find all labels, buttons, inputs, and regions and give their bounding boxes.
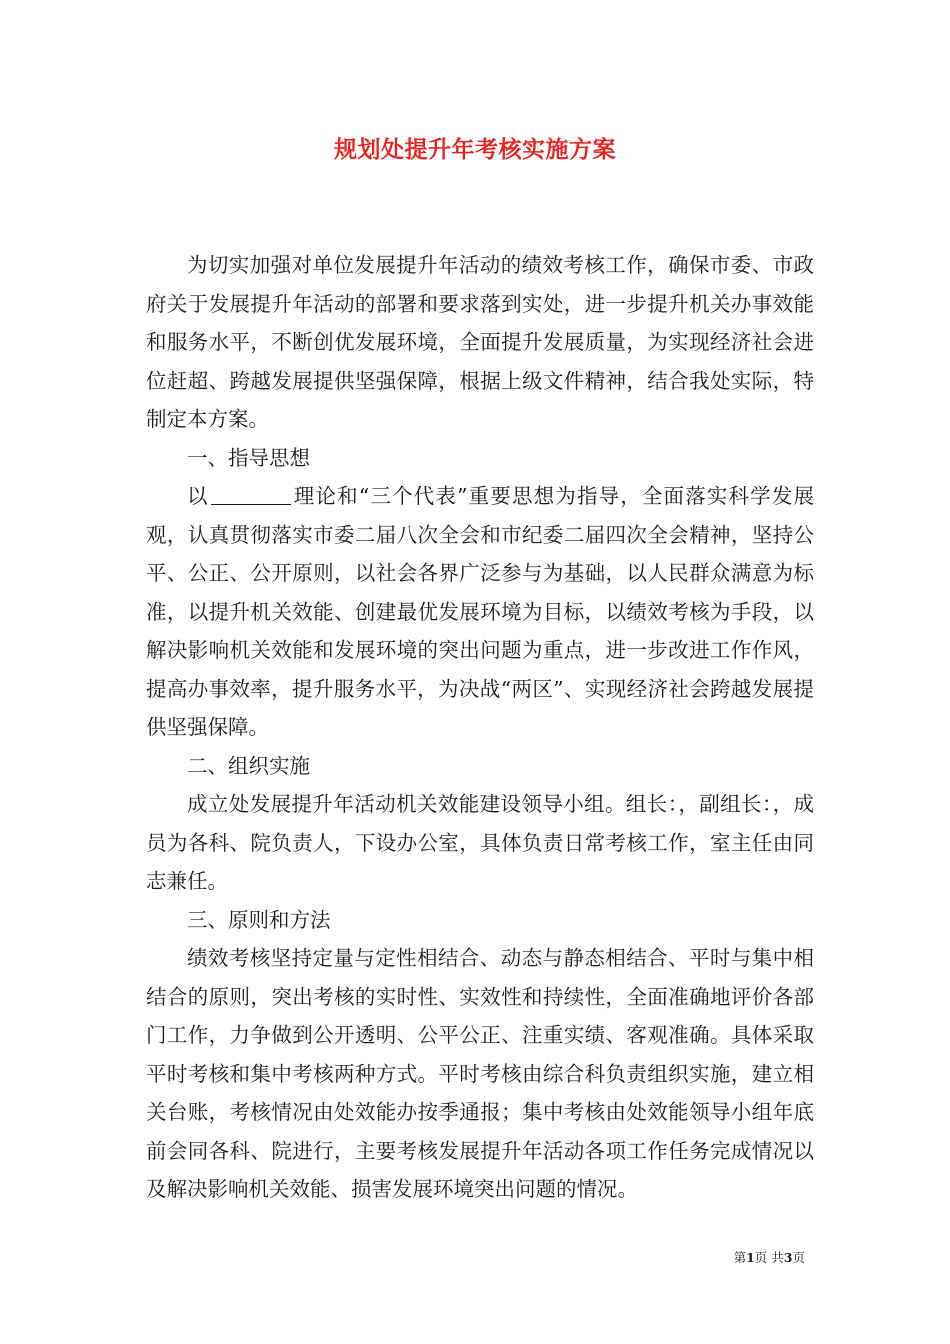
- document-body: [146, 246, 814, 1209]
- page-number-footer: [734, 1248, 805, 1266]
- footer-prefix: 第: [733, 1250, 747, 1265]
- document-title: 规划处提升年考核实施方案: [334, 136, 616, 163]
- intro-paragraph: 为切实加强对单位发展提升年活动的绩效考核工作，确保市委、市政府关于发展提升年活动的部署和要求落到实处，进一步提升机关办事效能和服务水平，不断创优发展环境，全面提升发展质量，为实现经济社会进位赶超、跨越发展提供坚强保障，根据上级文件精神，结合我处实际，特制定本方案。: [146, 253, 814, 431]
- footer-middle: 页 共: [754, 1250, 784, 1265]
- total-page-count: 3: [783, 1250, 793, 1265]
- footer-suffix: 页: [792, 1250, 805, 1265]
- section-heading-organization: 二、组织实施: [187, 753, 310, 778]
- section-heading-guiding-ideology: 一、指导思想: [187, 445, 310, 470]
- organization-paragraph: 成立处发展提升年活动机关效能建设领导小组。组长：，副组长：，成员为各科、院负责人，下设办公室，具体负责日常考核工作，室主任由同志兼任。: [146, 792, 814, 893]
- current-page-number: 1: [746, 1250, 755, 1265]
- guiding-ideology-paragraph: [146, 477, 814, 747]
- guiding-ideology-lead: 以: [187, 484, 209, 508]
- principles-paragraph: 绩效考核坚持定量与定性相结合、动态与静态相结合、平时与集中相结合的原则，突出考核的实时性、实效性和持续性，全面准确地评价各部门工作，力争做到公开透明、公平公正、注重实绩、客观准确。具体采取平时考核和集中考核两种方式。平时考核由综合科负责组织实施，建立相关台账，考核情况由处效能办按季通报；集中考核由处效能领导小组年底前会同各科、院进行，主要考核发展提升年活动各项工作任务完成情况以及解决影响机关效能、损害发展环境突出问题的情况。: [146, 946, 814, 1201]
- guiding-ideology-text: 理论和“三个代表”重要思想为指导，全面落实科学发展观，认真贯彻落实市委二届八次全会和市纪委二届四次全会精神，坚持公平、公正、公开原则，以社会各界广泛参与为基础，以人民群众满意为标准，以提升机关效能、创建最优发展环境为目标，以绩效考核为手段，以解决影响机关效能和发展环境的突出问题为重点，进一步改进工作作风，提高办事效率，提升服务水平，为决战“两区”、实现经济社会跨越发展提供坚强保障。: [146, 484, 814, 739]
- section-heading-principles: 三、原则和方法: [187, 907, 331, 932]
- fill-in-blank: [211, 482, 291, 505]
